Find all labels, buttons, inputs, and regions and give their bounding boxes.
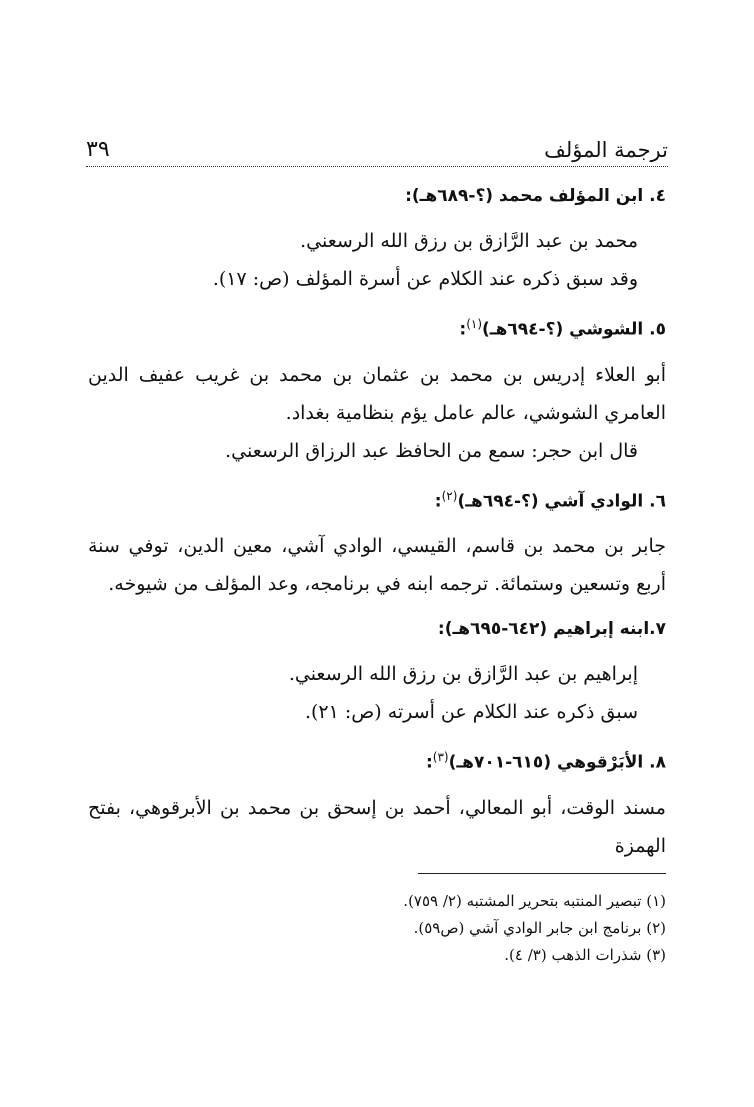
section-heading: ٧.ابنه إبراهيم (٦٤٢-٦٩٥هـ): <box>437 619 666 640</box>
section-6 <box>88 480 666 604</box>
paragraph: جابر بن محمد بن قاسم، القيسي، الوادي آشي، معين الدين، توفي سنة أربع وتسعين وستمائة. ترجمه ابنه في برنامجه، وعد المؤلف من شيوخه. <box>88 535 666 596</box>
footnote: (٢) برنامج ابن جابر الوادي آشي (ص٥٩). <box>413 919 666 937</box>
paragraph: سبق ذكره عند الكلام عن أسرته (ص: ٢١). <box>304 701 638 724</box>
main-text <box>88 170 666 871</box>
section-7 <box>88 613 666 731</box>
paragraph: قال ابن حجر: سمع من الحافظ عبد الرزاق الرسعني. <box>225 439 638 462</box>
paragraph: محمد بن عبد الرَّازق بن رزق الله الرسعني. <box>300 230 638 252</box>
section-heading: ٤. ابن المؤلف محمد (؟-٦٨٩هـ): <box>405 186 666 206</box>
section-5 <box>88 308 666 470</box>
section-heading: ٥. الشوشي (؟-٦٩٤هـ)$^{(١)}$: <box>459 317 666 340</box>
footnote: (٣) شذرات الذهب (٣/ ٤). <box>504 946 666 964</box>
paragraph: إبراهيم بن عبد الرَّازق بن رزق الله الرسعني. <box>288 663 638 686</box>
paragraph: وقد سبق ذكره عند الكلام عن أسرة المؤلف (ص: ١٧). <box>212 268 638 290</box>
section-8 <box>88 741 666 865</box>
footnote-ref: (٣) <box>432 750 449 765</box>
footnotes <box>88 888 666 969</box>
footnote-divider <box>418 873 666 874</box>
footnote-ref: (١) <box>466 317 483 331</box>
page-number: ٣٩ <box>86 137 110 162</box>
running-header <box>86 128 668 167</box>
footnote: (١) تبصير المنتبه بتحرير المشتبه (٢/ ٧٥٩). <box>403 892 666 910</box>
running-title: ترجمة المؤلف <box>544 138 668 162</box>
paragraph: مسند الوقت، أبو المعالي، أحمد بن إسحق بن محمد بن الأبرقوهي، بفتح الهمزة <box>88 796 666 857</box>
paragraph: أبو العلاء إدريس بن محمد بن عثمان بن محمد بن غريب عفيف الدين العامري الشوشي، عالم عامل يؤم بنظامية بغداد. <box>88 363 666 424</box>
section-heading: ٨. الأبَرْقوهي (٦١٥-٧٠١هـ)$^{(٣)}$: <box>425 750 666 773</box>
section-heading: ٦. الوادي آشي (؟-٦٩٤هـ)$^{(٢)}$: <box>434 488 666 512</box>
footnote-ref: (٢) <box>441 488 458 503</box>
section-4 <box>88 180 666 298</box>
